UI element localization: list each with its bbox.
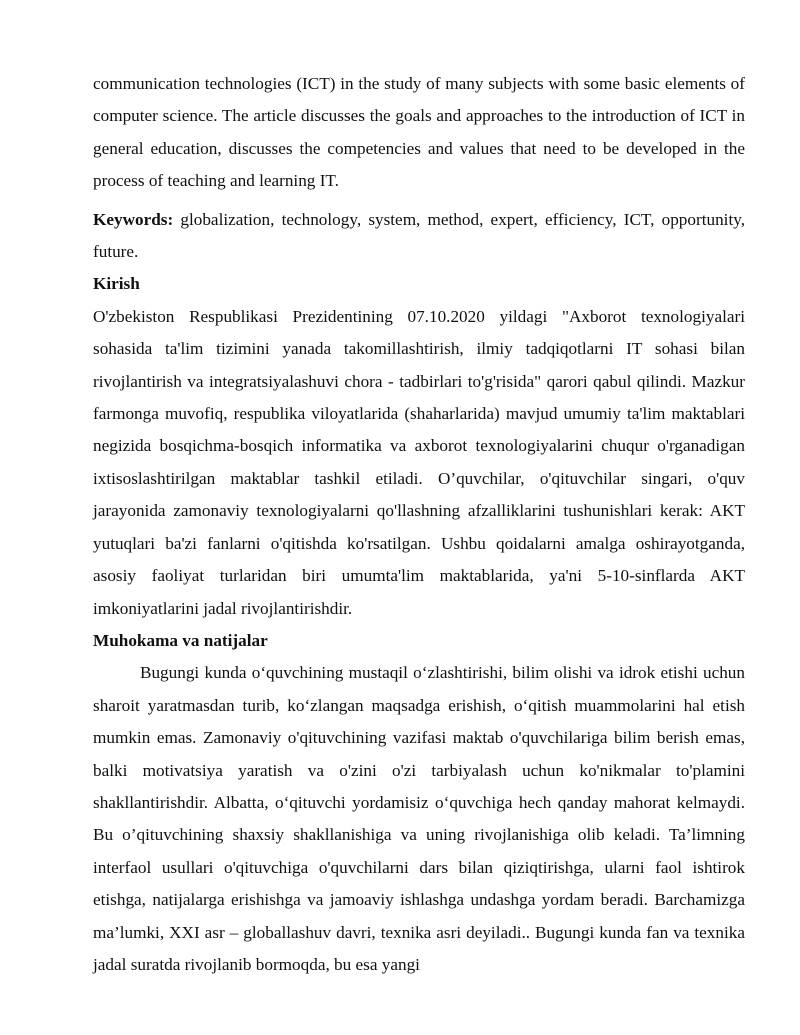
document-page [93,68,745,981]
abstract-paragraph: communication technologies (ICT) in the study of many subjects with some basic elements of computer science. The article discusses the goals and approaches to the introduction of ICT in general education, discusses the competencies and values that need to be developed in the process of teaching and learning IT. [93,74,745,191]
keywords-paragraph [93,204,745,269]
section-body-muhokama: Bugungi kunda o‘quvchining mustaqil o‘zlashtirishi, bilim olishi va idrok etishi uchun sharoit yaratmasdan turib, ko‘zlangan maqsadga erishish, o‘qitish muammolarini hal etish mumkin emas. Zamonaviy o'qituvchining vazifasi maktab o'quvchilariga bilim berish emas, balki motivatsiya yaratish va o'zini o'zi tarbiyalash uchun ko'nikmalar to'plamini shakllantirishdir. Albatta, o‘qituvchi yordamisiz o‘quvchiga hech qanday mahorat kelmaydi. Bu o’qituvchining shaxsiy shakllanishiga va uning rivojlanishiga olib keladi. Ta’limning interfaol usullari o'qituvchiga o'quvchilarni dars bilan qiziqtirishga, ularni faol ishtirok etishga, natijalarga erishishga va jamoaviy ishlashga undashga yordam beradi. Barchamizga ma’lumki, XXI asr – globallashuv davri, texnika asri deyiladi.. Bugungi kunda fan va texnika jadal suratda rivojlanib bormoqda, bu esa yangi [93,663,745,974]
keywords-label: Keywords: [93,209,174,229]
section-heading-kirish: Kirish [93,274,140,294]
keywords-text: globalization, technology, system, method, expert, efficiency, ICT, opportunity, future. [93,209,745,262]
section-heading-muhokama: Muhokama va natijalar [93,630,268,650]
section-body-kirish: O'zbekiston Respublikasi Prezidentining 07.10.2020 yildagi "Axborot texnologiyalari sohasida ta'lim tizimini yanada takomillashtirish, ilmiy tadqiqotlarni IT sohasi bilan rivojlantirish va integratsiyalashuvi chora - tadbirlari to'g'risida" qarori qabul qilindi. Mazkur farmonga muvofiq, respublika viloyatlarida (shaharlarida) mavjud umumiy ta'lim maktablari negizida bosqichma-bosqich informatika va axborot texnologiyalarini chuqur o'rganadigan ixtisoslashtirilgan maktablar tashkil etiladi. O’quvchilar, o'qituvchilar singari, o'quv jarayonida zamonaviy texnologiyalarni qo'llashning afzalliklarini tushunishlari kerak: AKT yutuqlari ba'zi fanlarni o'qitishda ko'rsatilgan. Ushbu qoidalarni amalga oshirayotganda, asosiy faoliyat turlaridan biri umumta'lim maktablarida, ya'ni 5-10-sinflarda AKT imkoniyatlarini jadal rivojlantirishdir. [93,306,745,618]
